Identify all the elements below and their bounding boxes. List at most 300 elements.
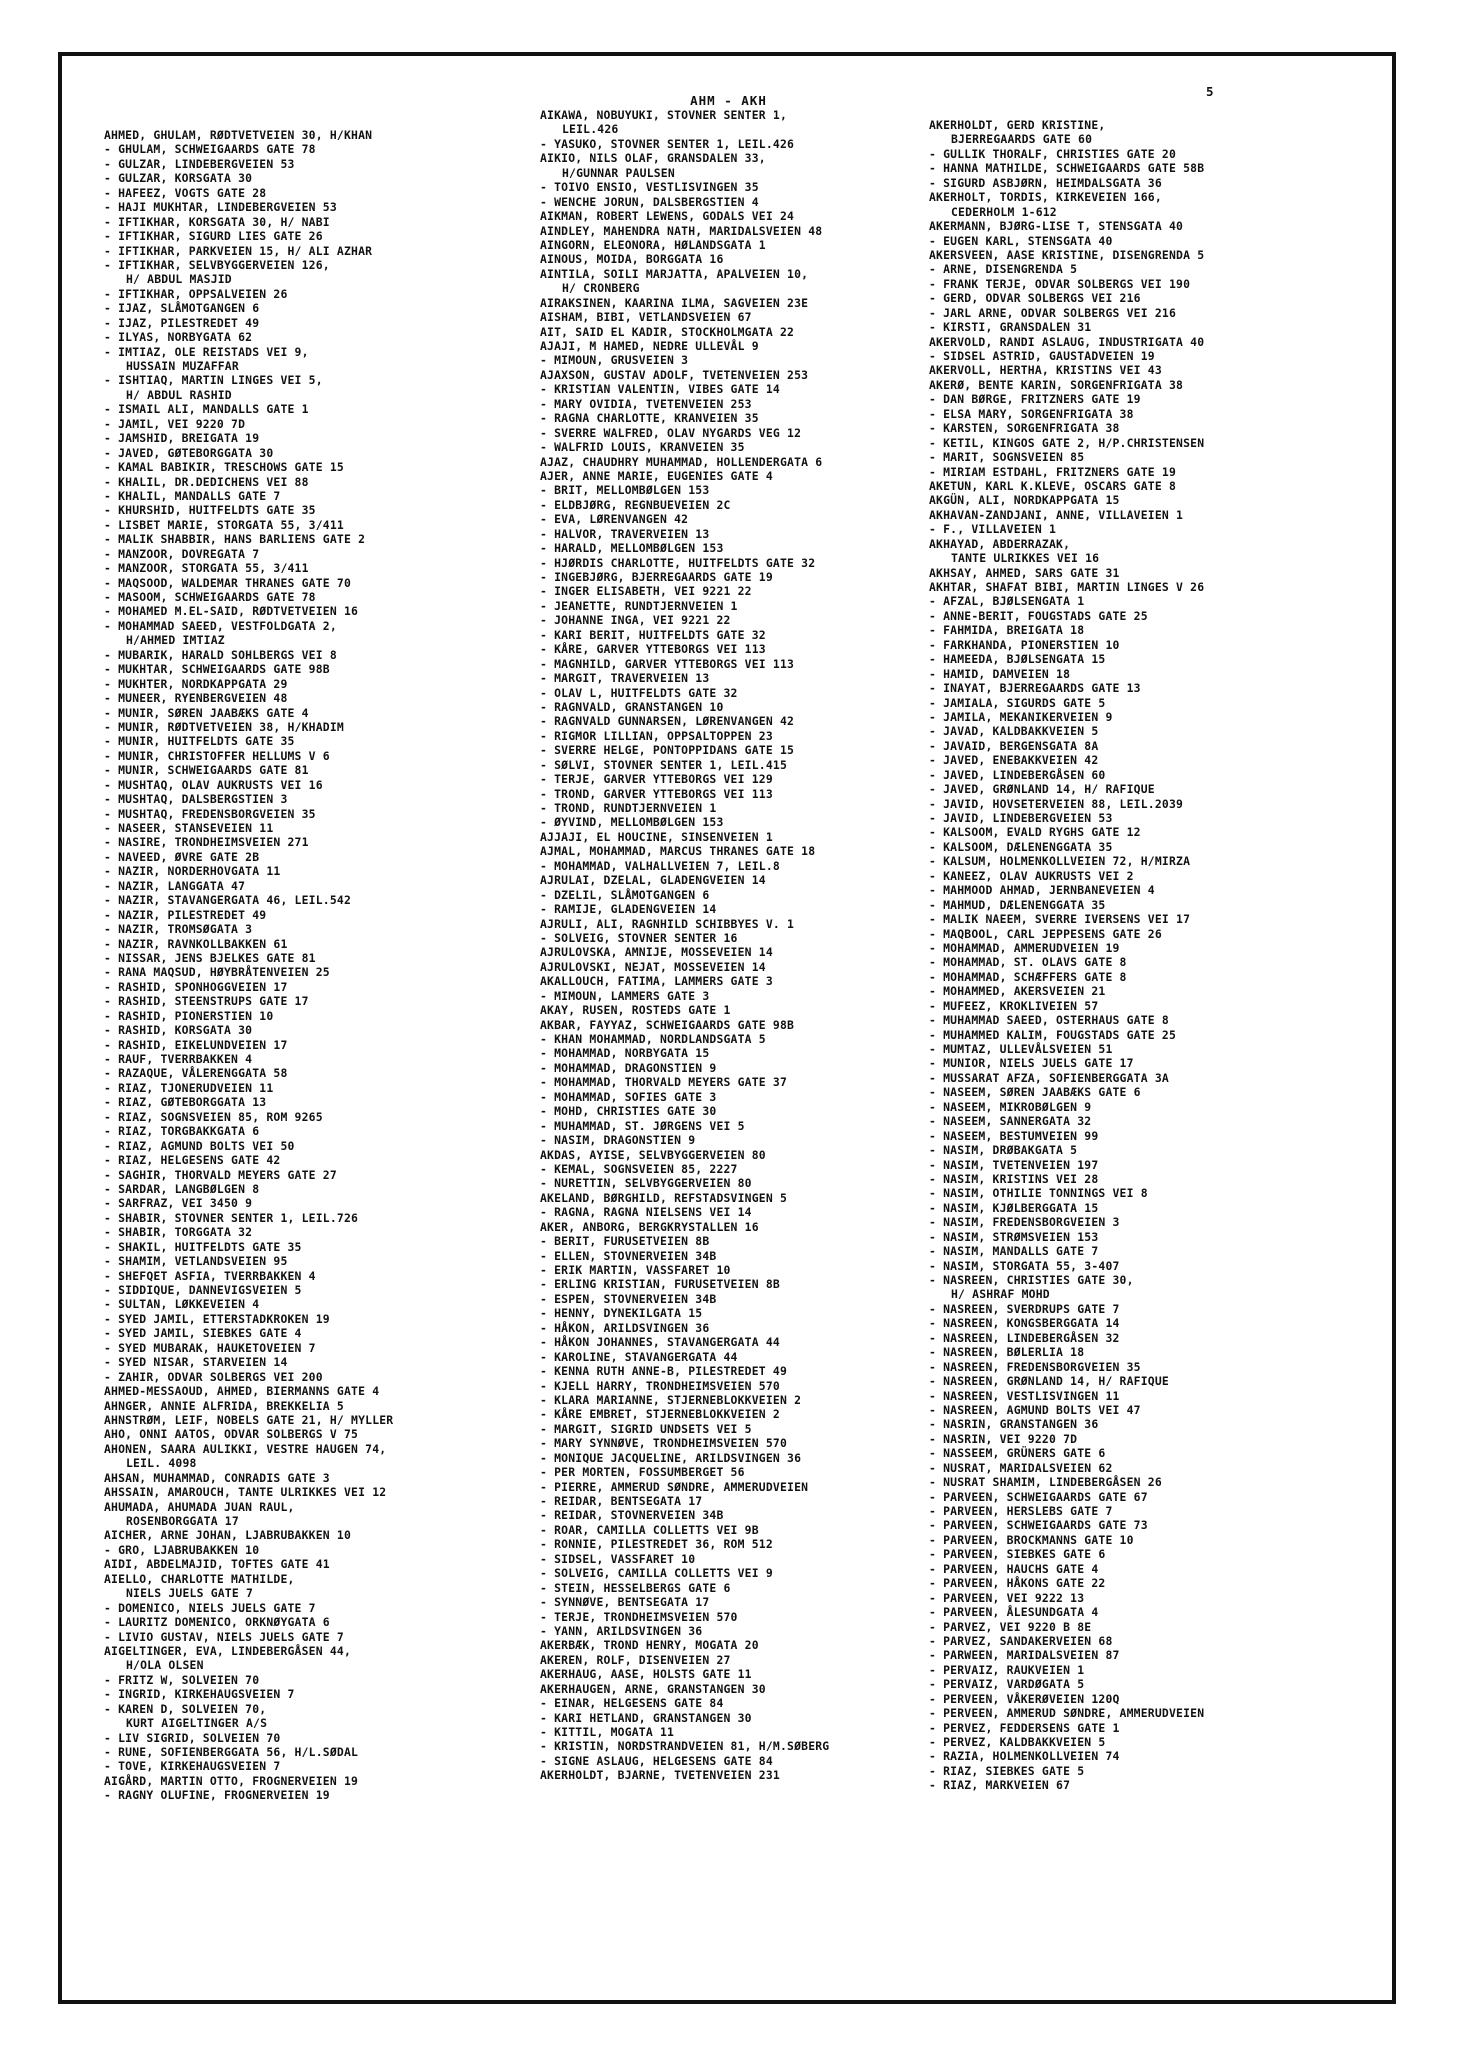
directory-entry: - MAQBOOL, CARL JEPPESENS GATE 26 <box>929 926 1162 941</box>
directory-entry: TANTE ULRIKKES VEI 16 <box>951 551 1100 566</box>
directory-entry: - HJØRDIS CHARLOTTE, HUITFELDTS GATE 32 <box>540 555 816 570</box>
directory-entry: KURT AIGELTINGER A/S <box>126 1716 268 1731</box>
directory-entry: - REIDAR, STOVNERVEIEN 34B <box>540 1508 724 1523</box>
directory-entry: AIKAWA, NOBUYUKI, STOVNER SENTER 1, <box>540 108 788 122</box>
directory-entry: AIDI, ABDELMAJID, TOFTES GATE 41 <box>104 1557 330 1572</box>
directory-entry: - ISHTIAQ, MARTIN LINGES VEI 5, <box>104 373 323 388</box>
directory-entry: - NASIRE, TRONDHEIMSVEIEN 271 <box>104 835 309 850</box>
directory-entry: AJAJI, M HAMED, NEDRE ULLEVÅL 9 <box>540 339 759 353</box>
directory-entry: - KIRSTI, GRANSDALEN 31 <box>929 320 1092 335</box>
directory-entry: - RONNIE, PILESTREDET 36, ROM 512 <box>540 1537 773 1552</box>
directory-entry: H/ CRONBERG <box>562 281 640 296</box>
directory-entry: - KJELL HARRY, TRONDHEIMSVEIEN 570 <box>540 1378 780 1393</box>
directory-entry: - JAVID, HOVSETERVEIEN 88, LEIL.2039 <box>929 796 1184 811</box>
directory-entry: AKALLOUCH, FATIMA, LAMMERS GATE 3 <box>540 974 773 989</box>
directory-entry: - PERVEZ, KALDBAKKVEIEN 5 <box>929 1735 1106 1749</box>
directory-entry: - KENNA RUTH ANNE-B, PILESTREDET 49 <box>540 1364 788 1379</box>
directory-entry: - SARFRAZ, VEI 3450 9 <box>104 1196 253 1211</box>
directory-entry: LEIL.426 <box>562 122 619 137</box>
directory-entry: - HAMEEDA, BJØLSENGATA 15 <box>929 652 1106 667</box>
directory-entry: - NASRIN, VEI 9220 7D <box>929 1431 1078 1446</box>
directory-entry: - SYED MUBARAK, HAUKETOVEIEN 7 <box>104 1340 316 1355</box>
directory-entry: AKERVOLD, RANDI ASLAUG, INDUSTRIGATA 40 <box>929 334 1205 349</box>
directory-entry: - MOHAMMAD, ST. OLAVS GATE 8 <box>929 955 1127 970</box>
directory-entry: - NASIM, STORGATA 55, 3-407 <box>929 1258 1120 1273</box>
directory-entry: - JARL ARNE, ODVAR SOLBERGS VEI 216 <box>929 305 1177 320</box>
directory-entry: - PARVEEN, SIEBKES GATE 6 <box>929 1547 1106 1562</box>
directory-entry: - KLARA MARIANNE, STJERNEBLOKKVEIEN 2 <box>540 1392 802 1407</box>
directory-entry: AHUMADA, AHUMADA JUAN RAUL, <box>104 1499 295 1514</box>
directory-entry: - MUSHTAQ, OLAV AUKRUSTS VEI 16 <box>104 777 323 792</box>
directory-entry: - MAHMUD, DÆLENENGGATA 35 <box>929 897 1106 912</box>
directory-entry: - HÅKON JOHANNES, STAVANGERGATA 44 <box>540 1335 780 1350</box>
directory-entry: AKERØ, BENTE KARIN, SORGENFRIGATA 38 <box>929 377 1184 392</box>
directory-entry: - MOHAMMAD, SOFIES GATE 3 <box>540 1089 717 1104</box>
directory-entry: - SYED NISAR, STARVEIEN 14 <box>104 1355 288 1370</box>
directory-entry: - SHABIR, TORGGATA 32 <box>104 1225 253 1240</box>
directory-entry: AKELAND, BØRGHILD, REFSTADSVINGEN 5 <box>540 1190 788 1205</box>
directory-entry: AKERHOLDT, BJARNE, TVETENVEIEN 231 <box>540 1768 780 1783</box>
directory-entry: H/ ABDUL MASJID <box>126 272 232 287</box>
directory-entry: H/GUNNAR PAULSEN <box>562 165 675 180</box>
directory-entry: - KALSOOM, DÆLENENGGATA 35 <box>929 839 1113 854</box>
directory-entry: - KHURSHID, HUITFELDTS GATE 35 <box>104 503 316 518</box>
directory-entry: - JAVED, GRØNLAND 14, H/ RAFIQUE <box>929 782 1155 797</box>
directory-entry: - NASREEN, VESTLISVINGEN 11 <box>929 1388 1120 1403</box>
directory-entry: - MUKHTER, NORDKAPPGATA 29 <box>104 676 288 691</box>
directory-entry: - NASREEN, CHRISTIES GATE 30, <box>929 1273 1134 1287</box>
directory-entry: - PARVEEN, HÅKONS GATE 22 <box>929 1576 1106 1591</box>
directory-entry: AHNSTRØM, LEIF, NOBELS GATE 21, H/ MYLLER <box>104 1412 394 1427</box>
directory-entry: - NASIM, TVETENVEIEN 197 <box>929 1157 1099 1172</box>
directory-entry: - NASRIN, GRANSTANGEN 36 <box>929 1417 1099 1432</box>
directory-entry: - SYNNØVE, BENTSEGATA 17 <box>540 1595 710 1610</box>
directory-entry: - IFTIKHAR, SIGURD LIES GATE 26 <box>104 229 323 244</box>
directory-entry: HUSSAIN MUZAFFAR <box>126 359 239 373</box>
directory-entry: - KARI BERIT, HUITFELDTS GATE 32 <box>540 627 766 642</box>
directory-entry: AIRAKSINEN, KAARINA ILMA, SAGVEIEN 23E <box>540 295 809 310</box>
directory-entry: - NASREEN, SVERDRUPS GATE 7 <box>929 1301 1120 1316</box>
directory-entry: - JAVAID, BERGENSGATA 8A <box>929 738 1099 753</box>
directory-entry: - MARGIT, SIGRID UNDSETS VEI 5 <box>540 1421 752 1436</box>
directory-entry: - GULZAR, KORSGATA 30 <box>104 171 253 186</box>
directory-entry: AHSSAIN, AMAROUCH, TANTE ULRIKKES VEI 12 <box>104 1485 387 1500</box>
directory-entry: - PERVEZ, FEDDERSENS GATE 1 <box>929 1720 1120 1735</box>
directory-entry: - KITTIL, MOGATA 11 <box>540 1725 675 1739</box>
directory-entry: - RAGNY OLUFINE, FROGNERVEIEN 19 <box>104 1788 330 1803</box>
directory-entry: H/OLA OLSEN <box>126 1658 204 1673</box>
directory-entry: - WALFRID LOUIS, KRANVEIEN 35 <box>540 440 745 455</box>
directory-entry: - MUNIR, HUITFELDTS GATE 35 <box>104 734 295 749</box>
page-header: AHM - AKH <box>690 93 767 108</box>
directory-entry: - MANZOOR, STORGATA 55, 3/411 <box>104 561 309 576</box>
directory-entry: AHMED, GHULAM, RØDTVETVEIEN 30, H/KHAN <box>104 128 373 142</box>
directory-entry: - NASSEEM, GRÜNERS GATE 6 <box>929 1446 1106 1461</box>
directory-entry: - PER MORTEN, FOSSUMBERGET 56 <box>540 1465 745 1480</box>
directory-entry: - FARKHANDA, PIONERSTIEN 10 <box>929 637 1120 652</box>
directory-entry: AJER, ANNE MARIE, EUGENIES GATE 4 <box>540 468 773 483</box>
directory-entry: - MUNEER, RYENBERGVEIEN 48 <box>104 691 288 706</box>
directory-entry: - PERVEEN, AMMERUD SØNDRE, AMMERUDVEIEN <box>929 1706 1205 1721</box>
directory-entry: AHONEN, SAARA AULIKKI, VESTRE HAUGEN 74, <box>104 1441 387 1456</box>
directory-entry: - PARVEZ, VEI 9220 B 8E <box>929 1619 1092 1634</box>
directory-entry: - RAZIA, HOLMENKOLLVEIEN 74 <box>929 1749 1120 1764</box>
directory-entry: - GERD, ODVAR SOLBERGS VEI 216 <box>929 291 1141 306</box>
directory-entry: - MOHAMMAD, NORBYGATA 15 <box>540 1046 710 1061</box>
directory-entry: - MASOOM, SCHWEIGAARDS GATE 78 <box>104 590 316 604</box>
directory-entry: - NURETTIN, SELVBYGGERVEIEN 80 <box>540 1176 752 1191</box>
directory-entry: - ESPEN, STOVNERVEIEN 34B <box>540 1291 717 1306</box>
directory-entry: - GULLIK THORALF, CHRISTIES GATE 20 <box>929 146 1177 161</box>
directory-entry: - ROAR, CAMILLA COLLETTS VEI 9B <box>540 1522 759 1537</box>
directory-entry: - NUSRAT, MARIDALSVEIEN 62 <box>929 1460 1113 1475</box>
directory-entry: - HALVOR, TRAVERVEIEN 13 <box>540 526 710 541</box>
directory-entry: - KALSUM, HOLMENKOLLVEIEN 72, H/MIRZA <box>929 854 1191 869</box>
directory-entry: - RIAZ, MARKVEIEN 67 <box>929 1778 1071 1793</box>
directory-entry: - RAGNA, RAGNA NIELSENS VEI 14 <box>540 1205 752 1220</box>
directory-entry: - TROND, RUNDTJERNVEIEN 1 <box>540 801 717 815</box>
directory-entry: - JEANETTE, RUNDTJERNVEIEN 1 <box>540 598 738 613</box>
directory-entry: - RASHID, SPONHOGGVEIEN 17 <box>104 979 288 994</box>
directory-entry: - ISMAIL ALI, MANDALLS GATE 1 <box>104 402 309 417</box>
directory-entry: - IFTIKHAR, PARKVEIEN 15, H/ ALI AZHAR <box>104 243 373 258</box>
directory-entry: - KAROLINE, STAVANGERGATA 44 <box>540 1349 738 1364</box>
directory-entry: AHNGER, ANNIE ALFRIDA, BREKKELIA 5 <box>104 1398 344 1413</box>
directory-entry: - MUKHTAR, SCHWEIGAARDS GATE 98B <box>104 662 330 677</box>
directory-entry: - IFTIKHAR, SELVBYGGERVEIEN 126, <box>104 257 330 272</box>
directory-entry: - GULZAR, LINDEBERGVEIEN 53 <box>104 156 295 171</box>
directory-entry: - MOHD, CHRISTIES GATE 30 <box>540 1104 717 1119</box>
directory-entry: - STEIN, HESSELBERGS GATE 6 <box>540 1580 731 1595</box>
directory-entry: - PARVEEN, VEI 9222 13 <box>929 1590 1085 1605</box>
directory-entry: - KRISTIAN VALENTIN, VIBES GATE 14 <box>540 382 780 397</box>
directory-entry: - MIMOUN, GRUSVEIEN 3 <box>540 353 689 368</box>
directory-entry: - KAREN D, SOLVEIEN 70, <box>104 1701 267 1716</box>
directory-entry: - NASIM, STRØMSVEIEN 153 <box>929 1229 1099 1244</box>
directory-entry: - NASIM, FREDENSBORGVEIEN 3 <box>929 1215 1120 1230</box>
directory-entry: - JAMIL, VEI 9220 7D <box>104 416 246 431</box>
directory-entry: - ILYAS, NORBYGATA 62 <box>104 330 253 345</box>
directory-entry: - MUNIOR, NIELS JUELS GATE 17 <box>929 1056 1134 1071</box>
directory-entry: - MUFEEZ, KROKLIVEIEN 57 <box>929 998 1099 1013</box>
directory-entry: - MUNIR, CHRISTOFFER HELLUMS V 6 <box>104 748 330 763</box>
directory-entry: - SARDAR, LANGBØLGEN 8 <box>104 1181 260 1196</box>
directory-entry: - RIAZ, HELGESENS GATE 42 <box>104 1153 281 1168</box>
directory-entry: - KAMAL BABIKIR, TRESCHOWS GATE 15 <box>104 460 344 475</box>
directory-entry: AKBAR, FAYYAZ, SCHWEIGAARDS GATE 98B <box>540 1017 795 1032</box>
directory-column-3 <box>929 118 1359 1793</box>
directory-entry: AKERHAUGEN, ARNE, GRANSTANGEN 30 <box>540 1681 766 1696</box>
directory-entry: - MUHAMMAD, ST. JØRGENS VEI 5 <box>540 1118 745 1133</box>
directory-entry: - RAMIJE, GLADENGVEIEN 14 <box>540 902 717 917</box>
directory-entry: - HANNA MATHILDE, SCHWEIGAARDS GATE 58B <box>929 161 1205 176</box>
directory-entry: - RAGNVALD GUNNARSEN, LØRENVANGEN 42 <box>540 714 795 729</box>
directory-entry: - NASEER, STANSEVEIEN 11 <box>104 821 274 835</box>
directory-entry: - ELSA MARY, SORGENFRIGATA 38 <box>929 406 1134 421</box>
directory-entry: - NASIM, MANDALLS GATE 7 <box>929 1244 1099 1259</box>
directory-entry: - BRIT, MELLOMBØLGEN 153 <box>540 483 710 498</box>
directory-entry: - SYED JAMIL, SIEBKES GATE 4 <box>104 1326 302 1341</box>
directory-entry: - FAHMIDA, BREIGATA 18 <box>929 623 1085 638</box>
directory-entry: - JAMIALA, SIGURDS GATE 5 <box>929 695 1106 710</box>
directory-entry: - NASREEN, KONGSBERGGATA 14 <box>929 1316 1120 1331</box>
directory-entry: - RAZAQUE, VÅLERENGGATA 58 <box>104 1066 288 1081</box>
directory-entry: - NISSAR, JENS BJELKES GATE 81 <box>104 950 316 965</box>
directory-entry: - KANEEZ, OLAV AUKRUSTS VEI 2 <box>929 868 1134 883</box>
directory-entry: - HAJI MUKHTAR, LINDEBERGVEIEN 53 <box>104 200 337 215</box>
directory-entry: AICHER, ARNE JOHAN, LJABRUBAKKEN 10 <box>104 1528 352 1543</box>
directory-entry: - MOHAMED M.EL-SAID, RØDTVETVEIEN 16 <box>104 604 359 619</box>
directory-entry: - SHABIR, STOVNER SENTER 1, LEIL.726 <box>104 1210 359 1225</box>
directory-entry: - GHULAM, SCHWEIGAARDS GATE 78 <box>104 142 316 157</box>
directory-entry: - TOIVO ENSIO, VESTLISVINGEN 35 <box>540 180 759 195</box>
directory-entry: - MOHAMMAD, AMMERUDVEIEN 19 <box>929 940 1120 955</box>
directory-entry: - DOMENICO, NIELS JUELS GATE 7 <box>104 1600 316 1615</box>
directory-entry: - RIGMOR LILLIAN, OPPSALTOPPEN 23 <box>540 728 773 743</box>
directory-entry: H/ ABDUL RASHID <box>126 387 232 402</box>
directory-entry: - RUNE, SOFIENBERGGATA 56, H/L.SØDAL <box>104 1745 359 1759</box>
directory-entry: - SAGHIR, THORVALD MEYERS GATE 27 <box>104 1167 337 1182</box>
directory-entry: - RASHID, STEENSTRUPS GATE 17 <box>104 994 309 1009</box>
directory-entry: - PARVEEN, HERSLEBS GATE 7 <box>929 1504 1113 1518</box>
directory-entry: AINOUS, MOIDA, BORGGATA 16 <box>540 252 724 267</box>
directory-entry: - PERVAIZ, VARDØGATA 5 <box>929 1677 1085 1692</box>
directory-entry: AIGELTINGER, EVA, LINDEBERGÅSEN 44, <box>104 1643 352 1658</box>
directory-entry: - MUHAMMAD SAEED, OSTERHAUS GATE 8 <box>929 1013 1169 1028</box>
directory-entry: AKERSVEEN, AASE KRISTINE, DISENGRENDA 5 <box>929 247 1205 262</box>
directory-entry: - NAZIR, NORDERHOVGATA 11 <box>104 864 281 879</box>
directory-entry: - JAMILA, MEKANIKERVEIEN 9 <box>929 709 1113 724</box>
directory-entry: - NASIM, KRISTINS VEI 28 <box>929 1171 1099 1186</box>
directory-entry: - RIAZ, SIEBKES GATE 5 <box>929 1763 1085 1778</box>
directory-entry: - MAHMOOD AHMAD, JERNBANEVEIEN 4 <box>929 883 1155 898</box>
directory-entry: - JAVAD, KALDBAKKVEIEN 5 <box>929 724 1099 739</box>
directory-entry: AJRULOVSKA, AMNIJE, MOSSEVEIEN 14 <box>540 945 773 960</box>
directory-entry: - MARY OVIDIA, TVETENVEIEN 253 <box>540 396 752 411</box>
page-number: 5 <box>1206 84 1214 99</box>
directory-entry: - RIAZ, TJONERUDVEIEN 11 <box>104 1080 274 1095</box>
directory-entry: - JAVED, LINDEBERGÅSEN 60 <box>929 767 1106 782</box>
directory-entry: - HAMID, DAMVEIEN 18 <box>929 666 1071 681</box>
directory-entry: AIT, SAID EL KADIR, STOCKHOLMGATA 22 <box>540 324 795 339</box>
directory-entry: AKERMANN, BJØRG-LISE T, STENSGATA 40 <box>929 219 1184 234</box>
directory-entry: AKER, ANBORG, BERGKRYSTALLEN 16 <box>540 1219 759 1234</box>
directory-entry: - OLAV L, HUITFELDTS GATE 32 <box>540 685 738 700</box>
directory-entry: - DZELIL, SLÅMOTGANGEN 6 <box>540 887 710 902</box>
directory-entry: - JAMSHID, BREIGATA 19 <box>104 431 260 446</box>
directory-entry: - MARIT, SOGNSVEIEN 85 <box>929 450 1085 465</box>
directory-entry: - EINAR, HELGESENS GATE 84 <box>540 1696 724 1711</box>
directory-entry: AKERHOLDT, GERD KRISTINE, <box>929 118 1106 132</box>
directory-entry: - PARWEEN, MARIDALSVEIEN 87 <box>929 1648 1120 1663</box>
directory-entry: - MOHAMMAD, THORVALD MEYERS GATE 37 <box>540 1075 788 1090</box>
directory-entry: - MAQSOOD, WALDEMAR THRANES GATE 70 <box>104 575 352 590</box>
directory-entry: - BERIT, FURUSETVEIEN 8B <box>540 1234 710 1249</box>
directory-entry: - RAGNA CHARLOTTE, KRANVEIEN 35 <box>540 411 759 426</box>
directory-entry: - NAZIR, STAVANGERGATA 46, LEIL.542 <box>104 893 352 908</box>
directory-entry: - PARVEEN, SCHWEIGAARDS GATE 67 <box>929 1489 1148 1504</box>
directory-entry: - TERJE, GARVER YTTEBORGS VEI 129 <box>540 772 773 787</box>
directory-entry: - RAGNVALD, GRANSTANGEN 10 <box>540 699 724 714</box>
directory-entry: AHSAN, MUHAMMAD, CONRADIS GATE 3 <box>104 1470 330 1485</box>
directory-entry: - NAZIR, RAVNKOLLBAKKEN 61 <box>104 936 288 951</box>
directory-entry: - SØLVI, STOVNER SENTER 1, LEIL.415 <box>540 757 788 772</box>
directory-entry: - KRISTIN, NORDSTRANDVEIEN 81, H/M.SØBERG <box>540 1739 830 1754</box>
directory-entry: AKHAVAN-ZANDJANI, ANNE, VILLAVEIEN 1 <box>929 507 1184 522</box>
directory-entry: H/ ASHRAF MOHD <box>951 1287 1050 1302</box>
directory-entry: AKERVOLL, HERTHA, KRISTINS VEI 43 <box>929 363 1162 378</box>
directory-entry: - NASEEM, MIKROBØLGEN 9 <box>929 1099 1092 1114</box>
directory-entry: - HARALD, MELLOMBØLGEN 153 <box>540 541 724 556</box>
directory-entry: - MIMOUN, LAMMERS GATE 3 <box>540 988 710 1003</box>
directory-entry: - PARVEZ, SANDAKERVEIEN 68 <box>929 1633 1113 1648</box>
directory-entry: - JAVED, ENEBAKKVEIEN 42 <box>929 753 1099 768</box>
directory-entry: - IFTIKHAR, OPPSALVEIEN 26 <box>104 286 288 301</box>
directory-entry: AHO, ONNI AATOS, ODVAR SOLBERGS V 75 <box>104 1427 359 1442</box>
directory-entry: - WENCHE JORUN, DALSBERGSTIEN 4 <box>540 194 759 209</box>
directory-entry: AISHAM, BIBI, VETLANDSVEIEN 67 <box>540 310 752 325</box>
directory-entry: - DAN BØRGE, FRITZNERS GATE 19 <box>929 392 1141 407</box>
directory-entry: - INAYAT, BJERREGAARDS GATE 13 <box>929 681 1141 696</box>
directory-entry: - SIDSEL ASTRID, GAUSTADVEIEN 19 <box>929 349 1155 363</box>
directory-entry: - PIERRE, AMMERUD SØNDRE, AMMERUDVEIEN <box>540 1479 809 1494</box>
directory-entry: - SHAMIM, VETLANDSVEIEN 95 <box>104 1254 288 1269</box>
directory-entry: - HENNY, DYNEKILGATA 15 <box>540 1306 703 1321</box>
directory-entry: - KETIL, KINGOS GATE 2, H/P.CHRISTENSEN <box>929 435 1205 450</box>
directory-entry: - MUBARIK, HARALD SOHLBERGS VEI 8 <box>104 647 337 662</box>
directory-entry: - RANA MAQSUD, HØYBRÅTENVEIEN 25 <box>104 965 330 980</box>
directory-entry: AJJAJI, EL HOUCINE, SINSENVEIEN 1 <box>540 829 773 844</box>
directory-entry: - NAZIR, TROMSØGATA 3 <box>104 922 253 937</box>
directory-entry: - MUSSARAT AFZA, SOFIENBERGGATA 3A <box>929 1070 1169 1085</box>
directory-column-1 <box>104 128 534 1803</box>
directory-entry: - MONIQUE JACQUELINE, ARILDSVINGEN 36 <box>540 1450 802 1465</box>
directory-entry: ROSENBORGGATA 17 <box>126 1514 239 1528</box>
directory-entry: - SVERRE WALFRED, OLAV NYGARDS VEG 12 <box>540 425 802 440</box>
directory-entry: AKHSAY, AHMED, SARS GATE 31 <box>929 565 1120 580</box>
directory-entry: - REIDAR, BENTSEGATA 17 <box>540 1494 703 1508</box>
directory-entry: - NASREEN, LINDEBERGÅSEN 32 <box>929 1330 1120 1345</box>
directory-entry: - KEMAL, SOGNSVEIEN 85, 2227 <box>540 1161 738 1176</box>
directory-entry: - LIVIO GUSTAV, NIELS JUELS GATE 7 <box>104 1629 344 1644</box>
directory-entry: - ERLING KRISTIAN, FURUSETVEIEN 8B <box>540 1277 780 1292</box>
directory-entry: - KARI HETLAND, GRANSTANGEN 30 <box>540 1710 752 1725</box>
directory-entry: - MANZOOR, DOVREGATA 7 <box>104 546 260 561</box>
directory-entry: - ELDBJØRG, REGNBUEVEIEN 2C <box>540 497 731 512</box>
directory-entry: - SULTAN, LØKKEVEIEN 4 <box>104 1297 260 1312</box>
directory-entry: - SHAKIL, HUITFELDTS GATE 35 <box>104 1239 302 1254</box>
directory-entry: - MUHAMMED KALIM, FOUGSTADS GATE 25 <box>929 1027 1177 1042</box>
directory-entry: - ANNE-BERIT, FOUGSTADS GATE 25 <box>929 608 1148 623</box>
directory-entry: AHMED-MESSAOUD, AHMED, BIERMANNS GATE 4 <box>104 1384 380 1399</box>
directory-entry: - EUGEN KARL, STENSGATA 40 <box>929 233 1113 248</box>
directory-entry: - HÅKON, ARILDSVINGEN 36 <box>540 1320 710 1335</box>
directory-entry: - NASIM, KJØLBERGGATA 15 <box>929 1200 1099 1215</box>
directory-entry: - F., VILLAVEIEN 1 <box>929 522 1057 537</box>
directory-entry: - KHALIL, MANDALLS GATE 7 <box>104 488 281 503</box>
directory-entry: - NASREEN, BØLERLIA 18 <box>929 1345 1085 1360</box>
directory-entry: - YASUKO, STOVNER SENTER 1, LEIL.426 <box>540 136 795 151</box>
directory-entry: - TOVE, KIRKEHAUGSVEIEN 7 <box>104 1759 281 1774</box>
directory-entry: - GRO, LJABRUBAKKEN 10 <box>104 1542 260 1557</box>
directory-column-2 <box>540 108 970 1783</box>
directory-entry: - MALIK SHABBIR, HANS BARLIENS GATE 2 <box>104 532 366 547</box>
directory-entry: - JAVID, LINDEBERGVEIEN 53 <box>929 811 1113 825</box>
directory-entry: - FRITZ W, SOLVEIEN 70 <box>104 1672 260 1687</box>
directory-entry: - KALSOOM, EVALD RYGHS GATE 12 <box>929 825 1141 840</box>
directory-entry: - KARSTEN, SORGENFRIGATA 38 <box>929 421 1120 436</box>
directory-entry: AKHTAR, SHAFAT BIBI, MARTIN LINGES V 26 <box>929 580 1205 594</box>
directory-entry: - IJAZ, PILESTREDET 49 <box>104 315 260 330</box>
directory-entry: AJAXSON, GUSTAV ADOLF, TVETENVEIEN 253 <box>540 367 809 382</box>
directory-entry: AIGÅRD, MARTIN OTTO, FROGNERVEIEN 19 <box>104 1773 359 1788</box>
directory-entry: - NASIM, DRAGONSTIEN 9 <box>540 1133 696 1148</box>
directory-entry: AKAY, RUSEN, ROSTEDS GATE 1 <box>540 1003 731 1018</box>
directory-entry: - SIGNE ASLAUG, HELGESENS GATE 84 <box>540 1753 773 1768</box>
directory-entry: - MOHAMMAD, SCHÆFFERS GATE 8 <box>929 969 1127 984</box>
directory-entry: - NASEEM, SANNERGATA 32 <box>929 1114 1092 1129</box>
directory-entry: - SYED JAMIL, ETTERSTADKROKEN 19 <box>104 1311 330 1326</box>
directory-entry: - TERJE, TRONDHEIMSVEIEN 570 <box>540 1609 738 1624</box>
directory-entry: - NASREEN, AGMUND BOLTS VEI 47 <box>929 1402 1141 1417</box>
directory-entry: - MAGNHILD, GARVER YTTEBORGS VEI 113 <box>540 656 795 671</box>
directory-entry: - MOHAMMAD, VALHALLVEIEN 7, LEIL.8 <box>540 858 780 873</box>
directory-entry: AIKIO, NILS OLAF, GRANSDALEN 33, <box>540 151 766 166</box>
directory-entry: - MUNIR, SCHWEIGAARDS GATE 81 <box>104 763 309 778</box>
directory-entry: AJRULOVSKI, NEJAT, MOSSEVEIEN 14 <box>540 959 766 974</box>
directory-entry: - PERVEEN, VÅKERØVEIEN 120Q <box>929 1691 1120 1706</box>
directory-entry: AKGÜN, ALI, NORDKAPPGATA 15 <box>929 493 1120 508</box>
directory-entry: LEIL. 4098 <box>126 1456 197 1471</box>
directory-entry: - ZAHIR, ODVAR SOLBERGS VEI 200 <box>104 1369 323 1384</box>
directory-entry: H/AHMED IMTIAZ <box>126 633 225 648</box>
directory-entry: - PERVAIZ, RAUKVEIEN 1 <box>929 1662 1085 1677</box>
directory-entry: AKHAYAD, ABDERRAZAK, <box>929 536 1071 551</box>
directory-entry: - RASHID, KORSGATA 30 <box>104 1023 253 1038</box>
directory-entry: - RIAZ, SOGNSVEIEN 85, ROM 9265 <box>104 1109 323 1124</box>
directory-entry: - PARVEEN, SCHWEIGAARDS GATE 73 <box>929 1518 1148 1533</box>
directory-entry: - RIAZ, GØTEBORGGATA 13 <box>104 1095 267 1110</box>
directory-entry: AIKMAN, ROBERT LEWENS, GODALS VEI 24 <box>540 209 795 224</box>
directory-entry: - JAVED, GØTEBORGGATA 30 <box>104 445 274 460</box>
directory-entry: - MALIK NAEEM, SVERRE IVERSENS VEI 17 <box>929 912 1191 927</box>
directory-entry: - KHALIL, DR.DEDICHENS VEI 88 <box>104 474 309 489</box>
directory-entry: - INGRID, KIRKEHAUGSVEIEN 7 <box>104 1687 295 1702</box>
directory-entry: - RASHID, PIONERSTIEN 10 <box>104 1008 274 1023</box>
directory-entry: - RAUF, TVERRBAKKEN 4 <box>104 1052 253 1066</box>
directory-entry: - YANN, ARILDSVINGEN 36 <box>540 1623 703 1638</box>
directory-entry: - MUNIR, SØREN JAABÆKS GATE 4 <box>104 705 309 720</box>
directory-entry: AJRULI, ALI, RAGNHILD SCHIBBYES V. 1 <box>540 916 795 931</box>
directory-entry: AJAZ, CHAUDHRY MUHAMMAD, HOLLENDERGATA 6 <box>540 454 823 469</box>
directory-entry: - PARVEEN, HAUCHS GATE 4 <box>929 1561 1099 1576</box>
directory-entry: - RIAZ, AGMUND BOLTS VEI 50 <box>104 1138 295 1153</box>
directory-entry: AKERHOLT, TORDIS, KIRKEVEIEN 166, <box>929 190 1162 205</box>
directory-entry: - MOHAMMAD, DRAGONSTIEN 9 <box>540 1060 717 1075</box>
directory-entry: - MOHAMMAD SAEED, VESTFOLDGATA 2, <box>104 618 337 633</box>
directory-entry: - ELLEN, STOVNERVEIEN 34B <box>540 1248 717 1263</box>
directory-entry: BJERREGAARDS GATE 60 <box>951 132 1093 147</box>
directory-entry: - IMTIAZ, OLE REISTADS VEI 9, <box>104 344 309 359</box>
directory-entry: - INGEBJØRG, BJERREGAARDS GATE 19 <box>540 570 773 584</box>
directory-entry: - NASIM, DRØBAKGATA 5 <box>929 1143 1078 1158</box>
directory-entry: - ØYVIND, MELLOMBØLGEN 153 <box>540 815 724 830</box>
directory-entry: NIELS JUELS GATE 7 <box>126 1586 254 1601</box>
directory-entry: AKERHAUG, AASE, HOLSTS GATE 11 <box>540 1667 752 1682</box>
directory-entry: - TROND, GARVER YTTEBORGS VEI 113 <box>540 786 773 801</box>
directory-entry: - INGER ELISABETH, VEI 9221 22 <box>540 584 752 599</box>
directory-entry: - RASHID, EIKELUNDVEIEN 17 <box>104 1037 288 1052</box>
